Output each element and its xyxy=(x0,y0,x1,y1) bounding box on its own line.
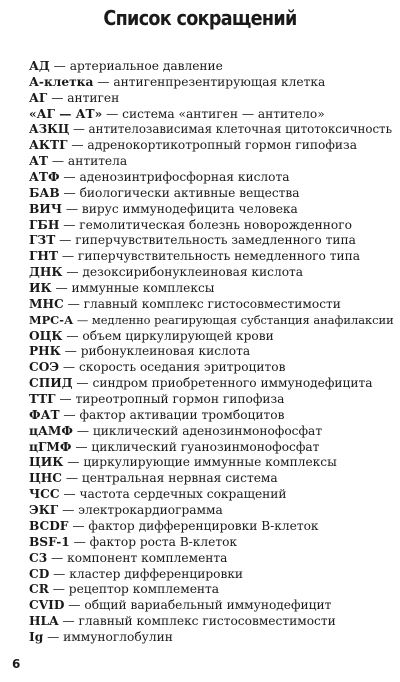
abbreviation-term: АТ xyxy=(29,154,48,169)
abbreviation-term: ЭКГ xyxy=(29,503,59,518)
list-item xyxy=(29,471,397,487)
list-item xyxy=(29,424,397,440)
abbreviation-definition: — скорость оседания эритроцитов xyxy=(59,360,286,375)
list-item xyxy=(29,551,397,567)
abbreviation-definition: — адренокортикотропный гормон гипофиза xyxy=(67,138,357,153)
abbreviation-definition: — антитела xyxy=(48,154,128,169)
list-item xyxy=(29,582,397,598)
abbreviation-definition: — вирус иммунодефицита человека xyxy=(61,201,298,216)
list-item xyxy=(29,249,397,265)
list-item xyxy=(29,265,397,281)
abbreviation-term: АКТГ xyxy=(29,138,68,153)
abbreviation-term: ГНТ xyxy=(29,249,58,264)
abbreviation-term: цАМФ xyxy=(29,423,73,438)
list-item xyxy=(29,360,397,376)
list-item xyxy=(29,408,397,424)
abbreviation-definition: — иммунные комплексы xyxy=(51,281,215,296)
abbreviation-term: ДНК xyxy=(29,265,63,280)
list-item xyxy=(29,567,397,583)
abbreviation-definition: — тиреотропный гормон гипофиза xyxy=(55,392,285,407)
list-item xyxy=(29,75,397,91)
abbreviation-definition: — медленно реагирующая субстанция анафилаксии xyxy=(73,312,394,327)
abbreviation-definition: — центральная нервная система xyxy=(62,471,278,486)
abbreviation-definition: — циклический гуанозинмонофосфат xyxy=(71,439,320,454)
abbreviation-term: АГ xyxy=(29,90,48,105)
abbreviation-definition: — гиперчувствительность немедленного типа xyxy=(58,249,361,264)
abbreviation-definition: — антигенпрезентирующая клетка xyxy=(93,74,326,89)
abbreviation-term: CD xyxy=(29,566,50,581)
list-item xyxy=(29,455,397,471)
list-item xyxy=(29,281,397,297)
list-item xyxy=(29,487,397,503)
list-item xyxy=(29,344,397,360)
abbreviation-definition: — иммуноглобулин xyxy=(43,629,173,644)
abbreviation-definition: — рецептор комплемента xyxy=(48,582,220,597)
list-item xyxy=(29,186,397,202)
abbreviation-term: МНС xyxy=(29,296,64,311)
list-item xyxy=(29,154,397,170)
abbreviation-term: ОЦК xyxy=(29,328,63,343)
list-item xyxy=(29,614,397,630)
abbreviation-term: А-клетка xyxy=(29,74,94,89)
abbreviation-term: BSF-1 xyxy=(29,534,70,549)
abbreviation-definition: — общий вариабельный иммунодефицит xyxy=(64,598,332,613)
abbreviation-definition: — система «антиген — антитело» xyxy=(102,106,325,121)
abbreviation-term: АД xyxy=(29,59,50,73)
list-item xyxy=(29,535,397,551)
list-item xyxy=(29,440,397,456)
abbreviation-term: цГМФ xyxy=(29,439,72,454)
abbreviation-term: РНК xyxy=(29,344,61,359)
abbreviation-term: CVID xyxy=(29,598,65,613)
abbreviation-definition: — рибонуклеиновая кислота xyxy=(60,344,251,359)
list-item xyxy=(29,170,397,186)
abbreviation-definition: — электрокардиограмма xyxy=(58,503,223,518)
list-item xyxy=(29,598,397,614)
list-item xyxy=(29,218,397,234)
abbreviation-definition: — частота сердечных сокращений xyxy=(59,487,287,502)
abbreviation-definition: — гиперчувствительность замедленного типа xyxy=(55,233,356,248)
abbreviation-definition: — биологически активные вещества xyxy=(59,185,300,200)
abbreviation-term: C3 xyxy=(29,550,48,565)
list-item xyxy=(29,376,397,392)
abbreviation-term: БАВ xyxy=(29,185,60,200)
abbreviation-definition: — синдром приобретенного иммунодефицита xyxy=(72,376,373,391)
abbreviation-term: ЧСС xyxy=(29,487,60,502)
abbreviation-term: МРС-А xyxy=(29,312,74,327)
abbreviation-definition: — артериальное давление xyxy=(49,59,223,73)
abbreviation-definition: — гемолитическая болезнь новорожденного xyxy=(59,217,352,232)
list-item xyxy=(29,313,397,329)
list-item xyxy=(29,202,397,218)
abbreviation-definition: — кластер дифференцировки xyxy=(49,566,244,581)
abbreviation-term: ИК xyxy=(29,281,52,296)
abbreviation-term: «АГ — АТ» xyxy=(29,106,103,121)
abbreviation-definition: — фактор активации тромбоцитов xyxy=(59,407,285,422)
abbreviation-definition: — главный комплекс гистосовместимости xyxy=(58,614,336,629)
abbreviation-definition: — объем циркулирующей крови xyxy=(62,328,274,343)
list-item xyxy=(29,59,397,75)
page-title: Список сокращений xyxy=(103,6,297,30)
list-item xyxy=(29,138,397,154)
abbreviation-definition: — фактор роста В-клеток xyxy=(69,534,238,549)
abbreviation-term: ТТГ xyxy=(29,392,56,407)
page-number: 6 xyxy=(12,657,21,671)
list-item xyxy=(29,122,397,138)
abbreviation-term: BCDF xyxy=(29,518,69,533)
abbreviation-term: ФАТ xyxy=(29,407,60,422)
list-item xyxy=(29,297,397,313)
list-item xyxy=(29,519,397,535)
abbreviation-definition: — антителозависимая клеточная цитотоксичность xyxy=(69,122,393,137)
abbreviation-definition: — фактор дифференцировки В-клеток xyxy=(68,518,319,533)
abbreviation-term: ЦИК xyxy=(29,455,64,470)
abbreviation-definition: — аденозинтрифосфорная кислота xyxy=(59,170,290,185)
abbreviation-term: HLA xyxy=(29,614,59,629)
abbreviation-term: ЦНС xyxy=(29,471,62,486)
abbreviation-term: CR xyxy=(29,582,49,597)
list-item xyxy=(29,91,397,107)
abbreviation-term: ГЗТ xyxy=(29,233,56,248)
abbreviation-term: СПИД xyxy=(29,376,73,391)
abbreviation-list xyxy=(29,59,397,646)
list-item xyxy=(29,107,397,123)
abbreviation-term: АТФ xyxy=(29,170,60,185)
abbreviation-term: АЗКЦ xyxy=(29,122,70,137)
abbreviation-term: Ig xyxy=(29,629,44,644)
list-item xyxy=(29,503,397,519)
abbreviation-definition: — дезоксирибонуклеиновая кислота xyxy=(62,265,304,280)
abbreviation-definition: — компонент комплемента xyxy=(47,550,228,565)
abbreviation-term: ГБН xyxy=(29,217,60,232)
list-item xyxy=(29,630,397,646)
list-item xyxy=(29,233,397,249)
abbreviation-definition: — циклический аденозинмонофосфат xyxy=(72,423,323,438)
abbreviation-definition: — антиген xyxy=(47,90,120,105)
abbreviation-term: ВИЧ xyxy=(29,201,62,216)
abbreviation-term: СОЭ xyxy=(29,360,60,375)
list-item xyxy=(29,392,397,408)
abbreviation-definition: — циркулирующие иммунные комплексы xyxy=(63,455,337,470)
abbreviation-definition: — главный комплекс гистосовместимости xyxy=(63,296,341,311)
list-item xyxy=(29,329,397,345)
